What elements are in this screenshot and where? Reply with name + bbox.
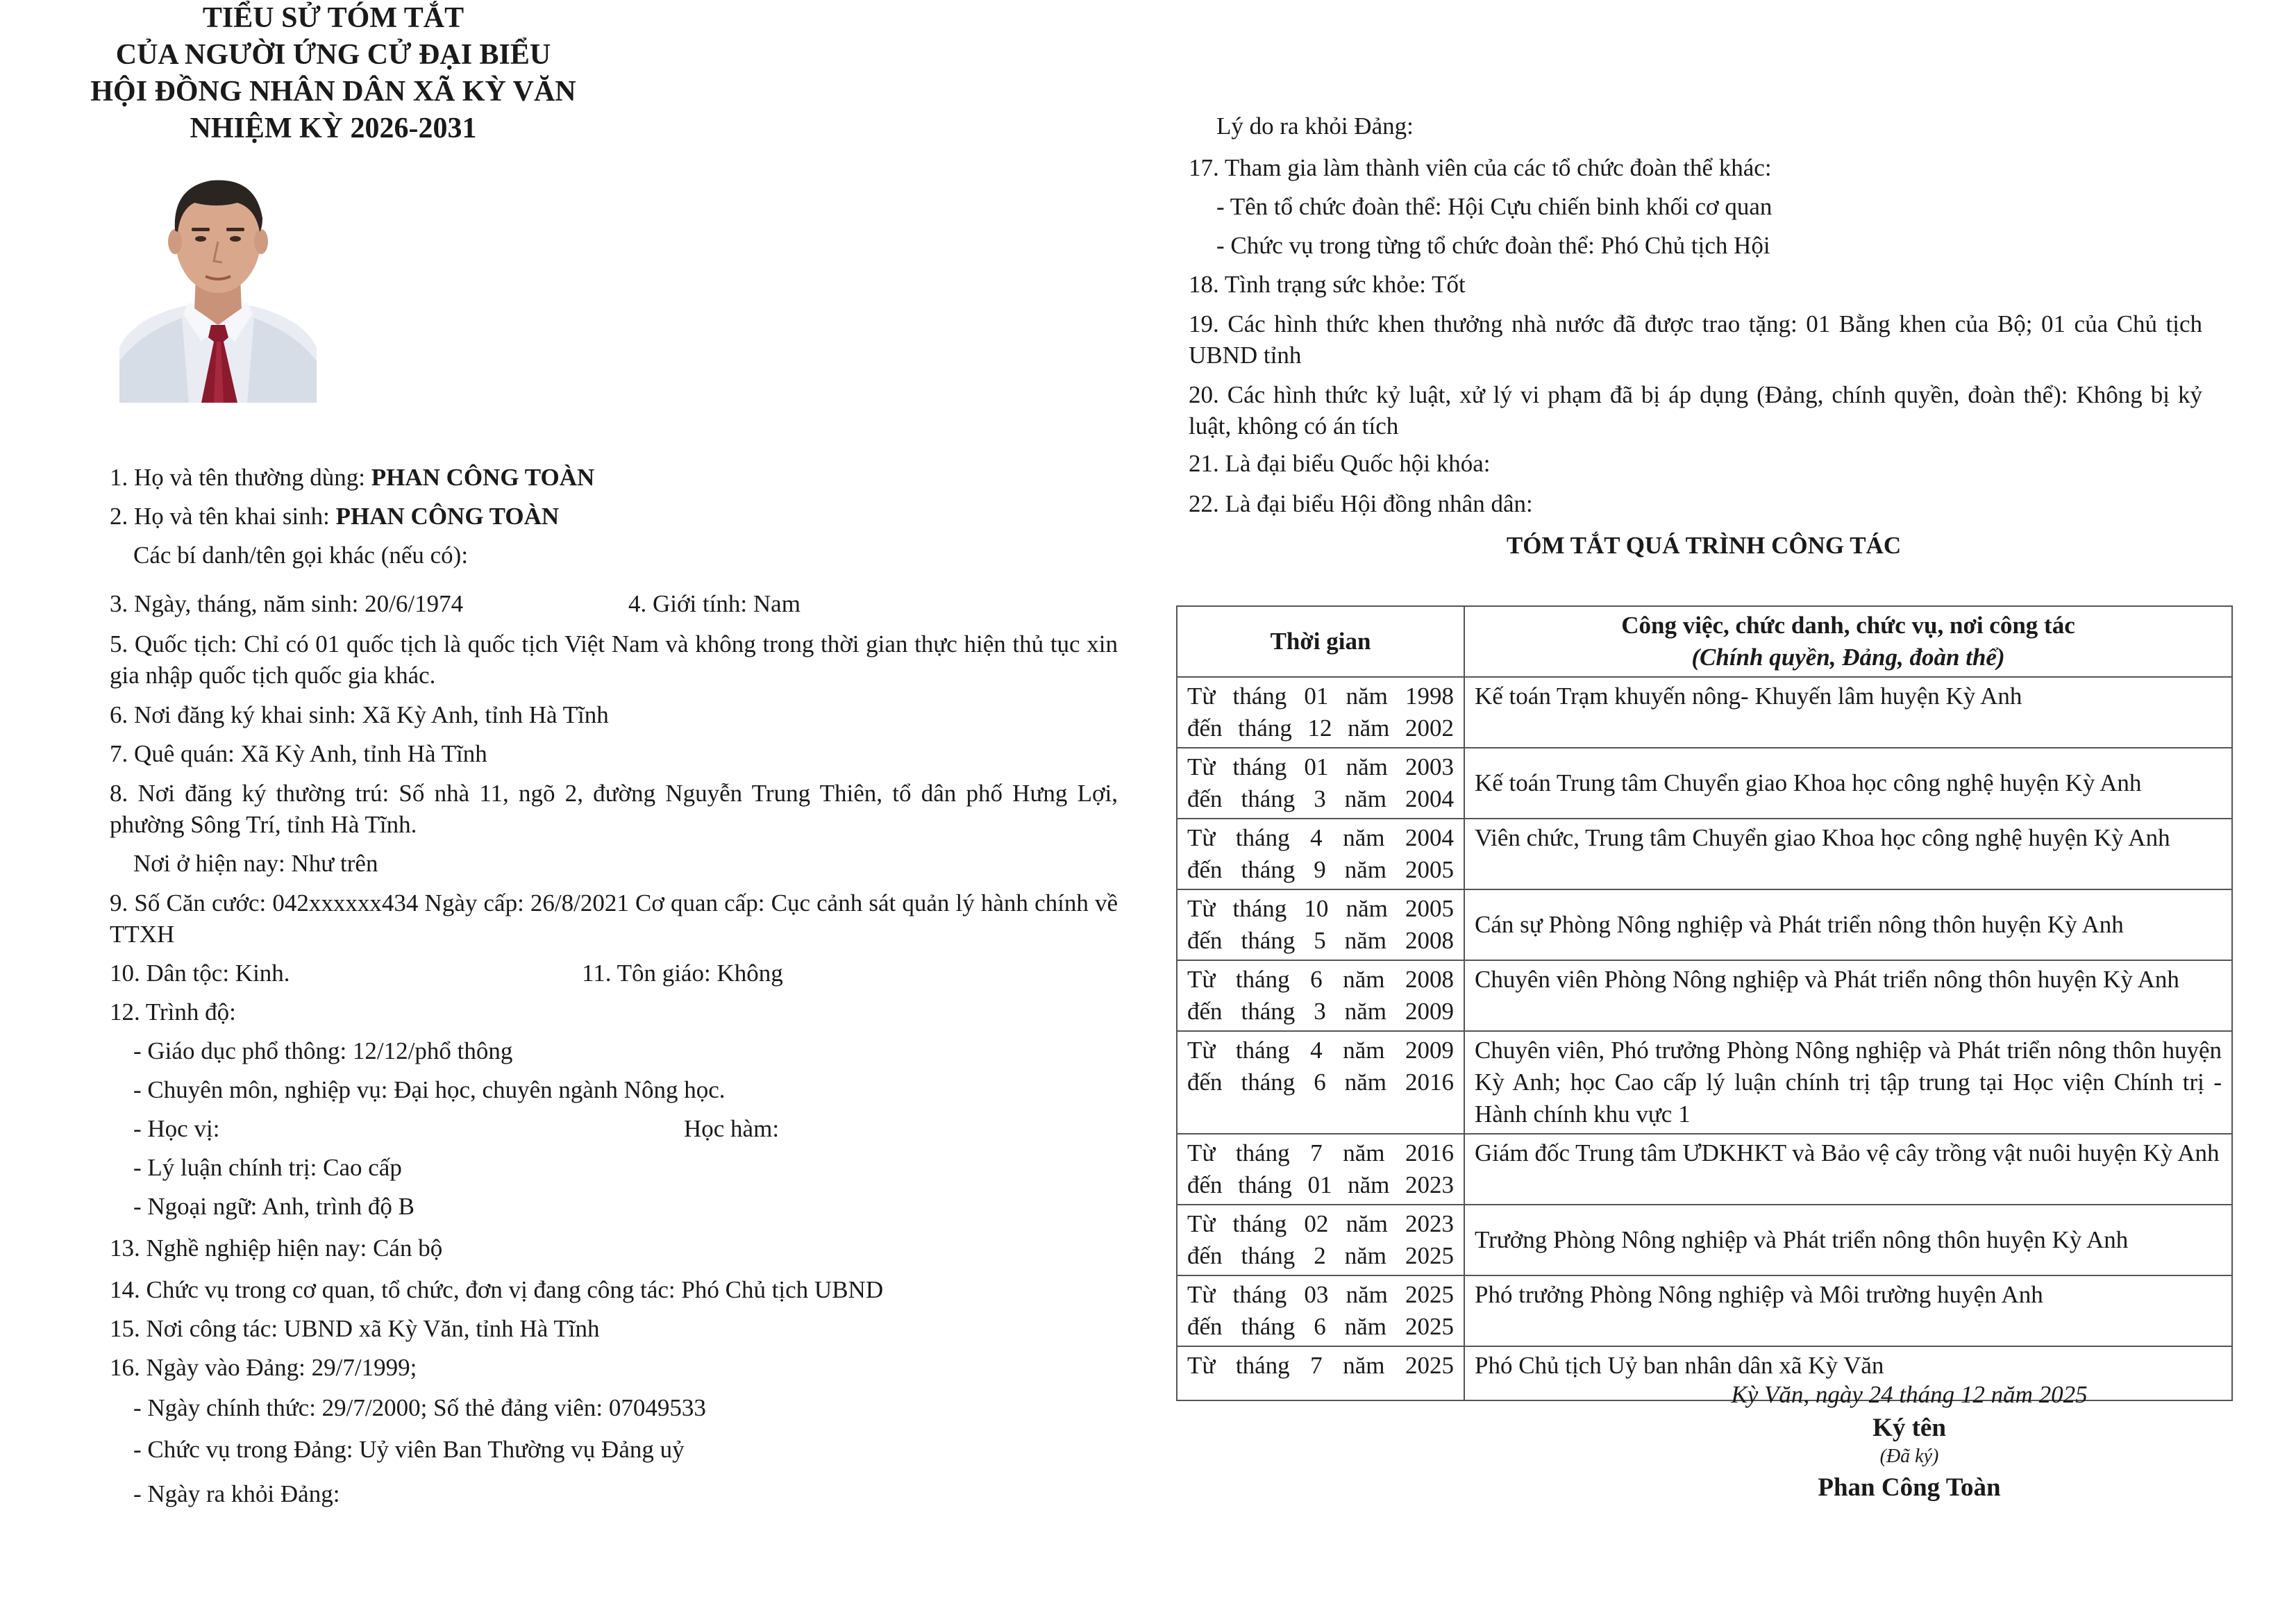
field-birth-name: [110, 501, 559, 532]
field-birth-date: 3. Ngày, tháng, năm sinh: 20/6/1974: [110, 590, 464, 617]
field-party-position: - Chức vụ trong Đảng: Uỷ viên Ban Thường vụ Đảng uỷ: [133, 1436, 685, 1463]
field-awards: 19. Các hình thức khen thưởng nhà nước đã được trao tặng: 01 Bằng khen của Bộ; 01 của Chủ tịch UBND tỉnh: [1189, 310, 2202, 369]
field-current-position: 14. Chức vụ trong cơ quan, tổ chức, đơn vị đang công tác: Phó Chủ tịch UBND: [110, 1276, 884, 1303]
field-hometown: 7. Quê quán: Xã Kỳ Anh, tỉnh Hà Tĩnh: [110, 740, 487, 767]
table-row: [1177, 1275, 2232, 1346]
field-degree: - Học vị:: [133, 1115, 220, 1142]
table-row: [1177, 1031, 2232, 1134]
document-title: [0, 0, 667, 147]
time-cell: Từ tháng 7 năm 2025: [1177, 1346, 1464, 1400]
signer-name: Phan Công Toàn: [1818, 1473, 2001, 1502]
field-permanent-address: 8. Nơi đăng ký thường trú: Số nhà 11, ngõ 2, đường Nguyễn Trung Thiên, tổ dân phố Hưng Lợi, phường Sông Trí, tỉnh Hà Tĩnh.: [110, 780, 1118, 838]
table-row: [1177, 748, 2232, 819]
field-label: 2. Họ và tên khai sinh:: [110, 503, 336, 530]
field-nationality: 5. Quốc tịch: Chỉ có 01 quốc tịch là quốc tịch Việt Nam và không trong thời gian thực hiện thủ tục xin gia nhập quốc tịch quốc gia khác.: [110, 630, 1118, 689]
field-education-heading: 12. Trình độ:: [110, 998, 236, 1026]
table-row: [1177, 1205, 2232, 1275]
field-workplace: 15. Nơi công tác: UBND xã Kỳ Văn, tỉnh Hà Tĩnh: [110, 1315, 600, 1342]
field-common-name: [110, 462, 594, 493]
field-current-residence: Nơi ở hiện nay: Như trên: [133, 850, 378, 877]
header-job-line-2: (Chính quyền, Đảng, đoàn thể): [1691, 644, 2005, 671]
candidate-photo: [119, 160, 317, 403]
field-ethnicity: 10. Dân tộc: Kinh.: [110, 960, 290, 987]
title-line-1: TIỂU SỬ TÓM TẮT: [202, 2, 464, 34]
field-birth-registration: 6. Nơi đăng ký khai sinh: Xã Kỳ Anh, tỉnh Hà Tĩnh: [110, 701, 609, 728]
field-national-assembly: 21. Là đại biểu Quốc hội khóa:: [1189, 450, 1491, 477]
signature-title: Ký tên: [1872, 1414, 1946, 1442]
job-cell: Trưởng Phòng Nông nghiệp và Phát triển nông thôn huyện Kỳ Anh: [1464, 1205, 2232, 1275]
job-cell: Kế toán Trung tâm Chuyển giao Khoa học công nghệ huyện Kỳ Anh: [1464, 748, 2232, 819]
field-health: 18. Tình trạng sức khỏe: Tốt: [1189, 271, 1466, 298]
field-party-join-date: 16. Ngày vào Đảng: 29/7/1999;: [110, 1354, 417, 1381]
field-party-leave-date: - Ngày ra khỏi Đảng:: [133, 1480, 340, 1507]
header-job-line-1: Công việc, chức danh, chức vụ, nơi công tác: [1621, 612, 2075, 639]
table-row: [1177, 1134, 2232, 1205]
job-cell: Giám đốc Trung tâm ƯDKHKT và Bảo vệ cây trồng vật nuôi huyện Kỳ Anh: [1464, 1134, 2232, 1205]
time-cell: Từ tháng 7 năm 2016 đến tháng 01 năm 2023: [1177, 1134, 1464, 1205]
table-row: [1177, 677, 2232, 748]
field-religion: 11. Tôn giáo: Không: [582, 960, 783, 987]
field-id-card: 9. Số Căn cước: 042xxxxxx434 Ngày cấp: 26/8/2021 Cơ quan cấp: Cục cảnh sát quản lý hành chính về TTXH: [110, 889, 1118, 948]
title-line-4: NHIỆM KỲ 2026-2031: [190, 112, 477, 144]
table-row: [1177, 819, 2232, 889]
field-party-official-date: - Ngày chính thức: 29/7/2000; Số thẻ đảng viên: 07049533: [133, 1394, 706, 1421]
time-cell: Từ tháng 03 năm 2025 đến tháng 6 năm 2025: [1177, 1275, 1464, 1346]
header-job: [1464, 606, 2232, 677]
time-cell: Từ tháng 10 năm 2005 đến tháng 5 năm 2008: [1177, 889, 1464, 960]
field-peoples-council: 22. Là đại biểu Hội đồng nhân dân:: [1189, 490, 1533, 517]
signed-note: (Đã ký): [1879, 1446, 1939, 1467]
field-label: 1. Họ và tên thường dùng:: [110, 464, 371, 491]
field-organization-role: - Chức vụ trong từng tổ chức đoàn thể: Phó Chủ tịch Hội: [1216, 232, 1770, 259]
header-time: Thời gian: [1177, 606, 1464, 677]
field-organizations: 17. Tham gia làm thành viên của các tổ chức đoàn thể khác:: [1189, 154, 1772, 181]
job-cell: Chuyên viên, Phó trưởng Phòng Nông nghiệp và Phát triển nông thôn huyện Kỳ Anh; học Cao cấp lý luận chính trị tập trung tại Học viện Chính trị - Hành chính khu vực 1: [1464, 1031, 2232, 1134]
field-academic-title: Học hàm:: [684, 1115, 780, 1142]
field-aliases: Các bí danh/tên gọi khác (nếu có):: [133, 542, 469, 569]
table-header-row: [1177, 606, 2232, 677]
job-cell: Phó Chủ tịch Uỷ ban nhân dân xã Kỳ Văn: [1464, 1346, 2232, 1400]
field-general-education: - Giáo dục phổ thông: 12/12/phổ thông: [133, 1037, 513, 1064]
career-section-title: TÓM TẮT QUÁ TRÌNH CÔNG TÁC: [1506, 532, 1902, 559]
time-cell: Từ tháng 01 năm 1998 đến tháng 12 năm 2002: [1177, 677, 1464, 748]
job-cell: Kế toán Trạm khuyến nông- Khuyến lâm huyện Kỳ Anh: [1464, 677, 2232, 748]
career-table: [1176, 605, 2233, 1401]
time-cell: Từ tháng 6 năm 2008 đến tháng 3 năm 2009: [1177, 960, 1464, 1031]
time-cell: Từ tháng 4 năm 2009 đến tháng 6 năm 2016: [1177, 1031, 1464, 1134]
job-cell: Cán sự Phòng Nông nghiệp và Phát triển nông thôn huyện Kỳ Anh: [1464, 889, 2232, 960]
title-line-3: HỘI ĐỒNG NHÂN DÂN XÃ KỲ VĂN: [90, 76, 576, 108]
field-value: PHAN CÔNG TOÀN: [371, 464, 595, 491]
field-value: PHAN CÔNG TOÀN: [335, 503, 560, 530]
field-specialization: - Chuyên môn, nghiệp vụ: Đại học, chuyên ngành Nông học.: [133, 1076, 726, 1103]
table-row: [1177, 960, 2232, 1031]
table-row: [1177, 889, 2232, 960]
field-organization-name: - Tên tổ chức đoàn thể: Hội Cựu chiến binh khối cơ quan: [1216, 193, 1773, 220]
signature-block: [1666, 1378, 2152, 1507]
field-discipline: 20. Các hình thức kỷ luật, xử lý vi phạm đã bị áp dụng (Đảng, chính quyền, đoàn thể): Không bị kỷ luật, không có án tích: [1189, 381, 2202, 440]
job-cell: Phó trưởng Phòng Nông nghiệp và Môi trường huyện Anh: [1464, 1275, 2232, 1346]
field-occupation: 13. Nghề nghiệp hiện nay: Cán bộ: [110, 1234, 443, 1262]
field-gender: 4. Giới tính: Nam: [628, 590, 801, 617]
field-political-theory: - Lý luận chính trị: Cao cấp: [133, 1154, 402, 1181]
field-party-leave-reason: Lý do ra khỏi Đảng:: [1216, 112, 1414, 140]
place-and-date: Kỳ Văn, ngày 24 tháng 12 năm 2025: [1731, 1381, 2088, 1408]
time-cell: Từ tháng 4 năm 2004 đến tháng 9 năm 2005: [1177, 819, 1464, 889]
job-cell: Chuyên viên Phòng Nông nghiệp và Phát triển nông thôn huyện Kỳ Anh: [1464, 960, 2232, 1031]
title-line-2: CỦA NGƯỜI ỨNG CỬ ĐẠI BIỂU: [115, 39, 551, 71]
time-cell: Từ tháng 02 năm 2023 đến tháng 2 năm 2025: [1177, 1205, 1464, 1275]
field-foreign-language: - Ngoại ngữ: Anh, trình độ B: [133, 1193, 414, 1220]
job-cell: Viên chức, Trung tâm Chuyển giao Khoa học công nghệ huyện Kỳ Anh: [1464, 819, 2232, 889]
time-cell: Từ tháng 01 năm 2003 đến tháng 3 năm 2004: [1177, 748, 1464, 819]
